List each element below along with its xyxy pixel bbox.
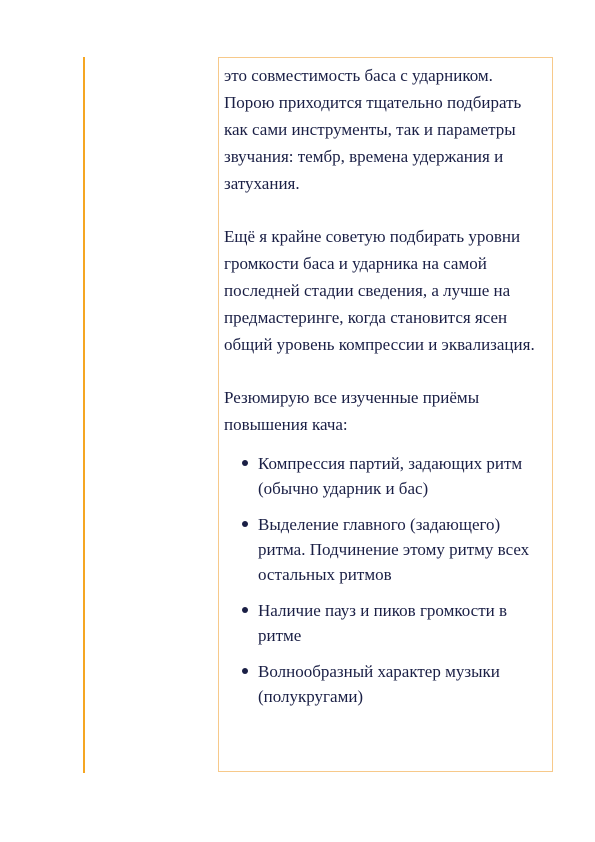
list-item-text: Компрессия партий, задающих ритм (обычно ударник и бас)	[258, 454, 523, 498]
list-item-text: Волнообразный характер музыки (полукругами)	[258, 662, 500, 706]
bullet-icon	[242, 607, 248, 613]
bullet-icon	[242, 460, 248, 466]
left-margin-rule	[83, 57, 85, 773]
text-box	[218, 57, 553, 772]
paragraph-summary-intro: Резюмирую все изученные приёмы повышения кача:	[224, 388, 480, 434]
techniques-list	[224, 451, 546, 709]
list-item-text: Наличие пауз и пиков громкости в ритме	[258, 601, 508, 645]
paragraph-volume-levels: Ещё я крайне советую подбирать уровни громкости баса и ударника на самой последней стадии сведения, а лучше на предмастеринге, когда становится ясен общий уровень компрессии и эквализация.	[224, 227, 535, 354]
list-item	[224, 451, 546, 501]
list-item-text: Выделение главного (задающего) ритма. Подчинение этому ритму всех остальных ритмов	[258, 515, 530, 584]
list-item	[224, 659, 546, 709]
paragraph-bass-drums-compatibility: это совместимость баса с ударником. Порою приходится тщательно подбирать как сами инструменты, так и параметры звучания: тембр, времена удержания и затухания.	[224, 66, 522, 193]
list-item	[224, 512, 546, 587]
bullet-icon	[242, 521, 248, 527]
bullet-icon	[242, 668, 248, 674]
list-item	[224, 598, 546, 648]
